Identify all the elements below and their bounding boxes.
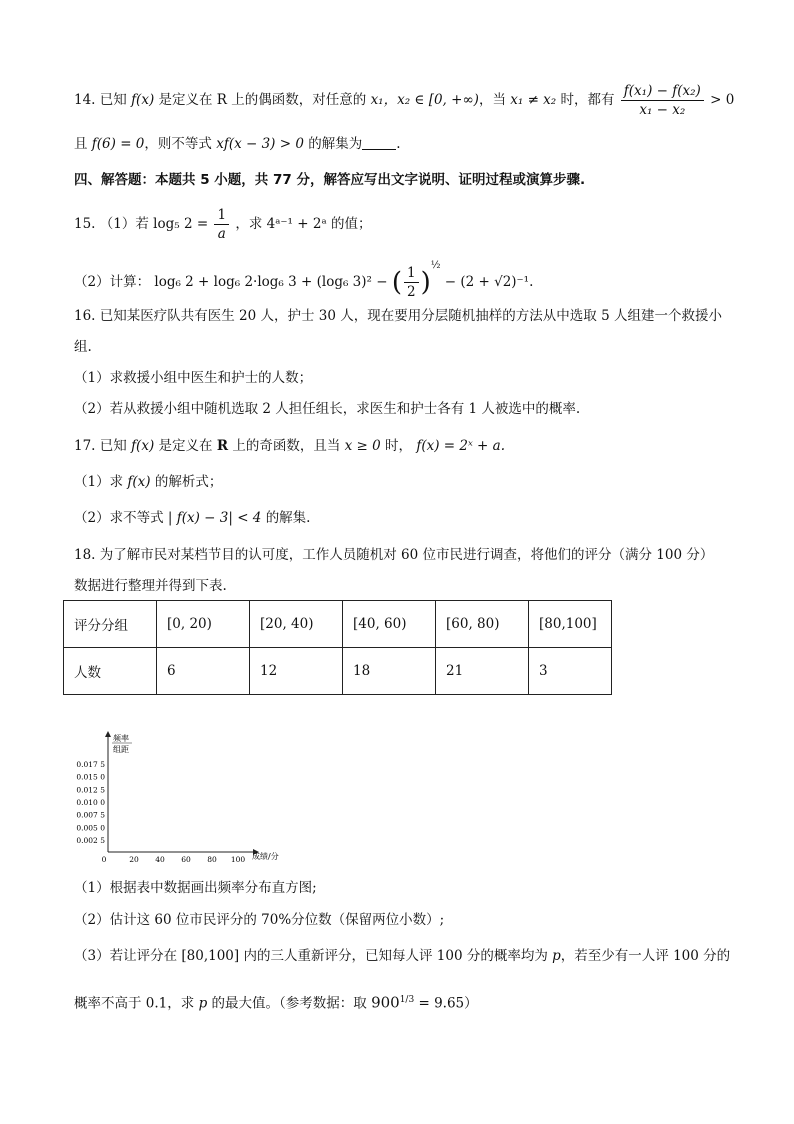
q17-l1-b: 是定义在 — [158, 438, 213, 454]
table-cell: [20, 40) — [250, 601, 343, 648]
q16-line2: 组. — [74, 339, 92, 355]
q17-l1-cond: x ≥ 0 — [344, 438, 381, 454]
table-row — [64, 648, 612, 695]
y-tick-label: 0.017 5 — [76, 760, 105, 769]
x-tick-label: 100 — [230, 855, 246, 864]
q18-part2: （2）估计这 60 位市民评分的 70%分位数（保留两位小数）; — [74, 912, 445, 928]
q14-line1 — [74, 82, 734, 119]
q17-l1-f: f(x) — [131, 438, 155, 454]
table-row — [64, 601, 612, 648]
q18-line2: 数据进行整理并得到下表. — [74, 578, 227, 594]
q18-p3-p: p — [552, 948, 561, 964]
q15-p2-den: 2 — [407, 284, 416, 300]
q18-p4-end: ） — [464, 995, 478, 1012]
q17-l3-expr: | f(x) − 3| < 4 — [167, 510, 262, 526]
score-table — [63, 600, 612, 695]
q14-neq: x₁ ≠ x₂ — [510, 92, 557, 108]
table-cell: 6 — [157, 648, 250, 695]
x-tick-label: 20 — [129, 855, 139, 864]
q16-line3: （1）求救援小组中医生和护士的人数； — [74, 370, 313, 386]
q18-p4-value: = 9.65 — [418, 995, 465, 1012]
q17-l1-a: 17. 已知 — [74, 438, 127, 454]
x-tick-label: 80 — [207, 855, 217, 864]
table-cell: [0, 20) — [157, 601, 250, 648]
q14-line2-b: ，则不等式 — [144, 136, 212, 152]
x-tick-label: 0 — [101, 855, 107, 864]
histogram-axes — [66, 728, 296, 868]
q17-l1-d: 时， — [385, 438, 413, 454]
tick-labels — [76, 760, 245, 864]
y-tick-label: 0.015 0 — [76, 772, 105, 782]
q18-part3-cont — [74, 990, 478, 1014]
q17-l2-f: f(x) — [127, 474, 151, 490]
q18-p4-p: p — [198, 995, 208, 1012]
x-tick-label: 60 — [181, 855, 191, 864]
answer-blank — [362, 135, 396, 150]
q14-text-c: ，当 — [478, 92, 506, 108]
q14-frac-den: x₁ − x₂ — [639, 102, 686, 118]
q18-p3-c: ，若至少有一人评 100 分的 — [560, 948, 731, 964]
q15-p2-exponent: ½ — [430, 260, 441, 271]
q16-line1: 16. 已知某医疗队共有医生 20 人，护士 30 人，现在要用分层随机抽样的方法从中选取 5 人组建一个救援小 — [74, 308, 722, 324]
q18-part3 — [74, 946, 730, 966]
q14-line2-end: . — [396, 136, 401, 152]
q15-p2-fraction — [404, 264, 419, 301]
y-label-bottom: 组距 — [113, 745, 129, 754]
q15-p2-num: 1 — [404, 264, 419, 283]
q14-fx: f(x) — [131, 92, 155, 108]
section-heading: 四、解答题：本题共 5 小题，共 77 分，解答应写出文字说明、证明过程或演算步骤. — [74, 172, 586, 188]
table-cell: 21 — [436, 648, 529, 695]
q17-line1 — [74, 436, 505, 456]
right-paren: ) — [420, 267, 431, 298]
q15-p1-c: 的值； — [330, 216, 372, 232]
q14-frac-num: f(x₁) − f(x₂) — [621, 82, 704, 101]
q18-part1: （1）根据表中数据画出频率分布直方图; — [74, 880, 317, 896]
x-tick-label: 40 — [155, 855, 165, 864]
q16-line4: （2）若从救援小组中随机选取 2 人担任组长，求医生和护士各有 1 人被选中的概率. — [74, 401, 581, 417]
q15-part1 — [74, 206, 371, 243]
q15-p2-expr2: − (2 + √2)⁻¹. — [444, 274, 534, 290]
q18-line1: 18. 为了解市民对某档节目的认可度，工作人员随机对 60 位市民进行调查，将他们的评分（满分 100 分） — [74, 547, 714, 563]
table-header-cell: 人数 — [64, 648, 157, 695]
table-cell: 3 — [529, 648, 612, 695]
q17-l3-b: 的解集. — [265, 510, 311, 526]
q14-fraction — [621, 82, 704, 119]
table-cell: [60, 80) — [436, 601, 529, 648]
q15-p1-fraction — [214, 206, 229, 243]
q15-p1-expr: 4ᵃ⁻¹ + 2ᵃ — [266, 216, 327, 232]
x-label: 成绩/分 — [252, 852, 279, 861]
q15-p1-num: 1 — [214, 206, 229, 225]
q14-gt0: > 0 — [710, 92, 735, 108]
y-tick-label: 0.012 5 — [76, 785, 105, 795]
q15-part2 — [74, 256, 533, 301]
y-label-top: 频率 — [113, 734, 129, 743]
q14-text-d: 时，都有 — [560, 92, 615, 108]
q17-line2 — [74, 472, 222, 492]
q18-p4-a: 概率不高于 0.1，求 — [74, 995, 195, 1012]
q17-l3-a: （2）求不等式 — [74, 510, 164, 526]
q17-line3 — [74, 508, 310, 528]
q17-l2-b: 的解析式； — [154, 474, 223, 490]
y-tick-label: 0.010 0 — [76, 798, 105, 807]
table-header-cell: 评分分组 — [64, 601, 157, 648]
q15-p1-log: log₅ 2 = — [153, 216, 209, 232]
y-tick-label: 0.002 5 — [76, 836, 105, 845]
q14-inequality: xf(x − 3) > 0 — [216, 136, 304, 152]
q18-p4-exponent: 1/3 — [399, 995, 415, 1005]
table-cell: [40, 60) — [343, 601, 436, 648]
table-cell: [80,100] — [529, 601, 612, 648]
q14-line2 — [74, 134, 401, 154]
q15-p2-expr1: log₆ 2 + log₆ 2·log₆ 3 + (log₆ 3)² − — [154, 274, 388, 290]
q15-p1-b: ，求 — [235, 216, 263, 232]
q18-p3-b: 内的三人重新评分，已知每人评 100 分的概率均为 — [243, 948, 548, 964]
q15-p1-den: a — [217, 226, 226, 242]
q17-l1-expr: f(x) = 2ˣ + a. — [416, 438, 505, 454]
q17-l1-R: R — [216, 438, 229, 454]
q14-text-a: 14. 已知 — [74, 92, 127, 108]
q18-p3-interval: [80,100] — [181, 948, 240, 964]
q14-line2-a: 且 — [74, 136, 88, 152]
q17-l1-c: 上的奇函数，且当 — [232, 438, 341, 454]
q15-p1-a: 15. （1）若 — [74, 216, 149, 232]
q14-f6: f(6) = 0 — [91, 136, 145, 152]
left-paren: ( — [391, 267, 402, 298]
y-tick-label: 0.007 5 — [76, 810, 105, 820]
q15-p2-a: （2）计算： — [74, 274, 151, 290]
q18-p3-a: （3）若让评分在 — [74, 948, 178, 964]
q18-p4-base: 900 — [371, 993, 400, 1012]
q18-p4-b: 的最大值。（参考数据：取 — [211, 995, 367, 1012]
q14-line2-c: 的解集为 — [308, 136, 363, 152]
q14-vars: x₁，x₂ ∈ [0, +∞) — [370, 92, 479, 108]
table-cell: 12 — [250, 648, 343, 695]
q14-text-b: 是定义在 R 上的偶函数，对任意的 — [158, 92, 367, 108]
table-cell: 18 — [343, 648, 436, 695]
q17-l2-a: （1）求 — [74, 474, 124, 490]
y-tick-label: 0.005 0 — [76, 823, 105, 833]
